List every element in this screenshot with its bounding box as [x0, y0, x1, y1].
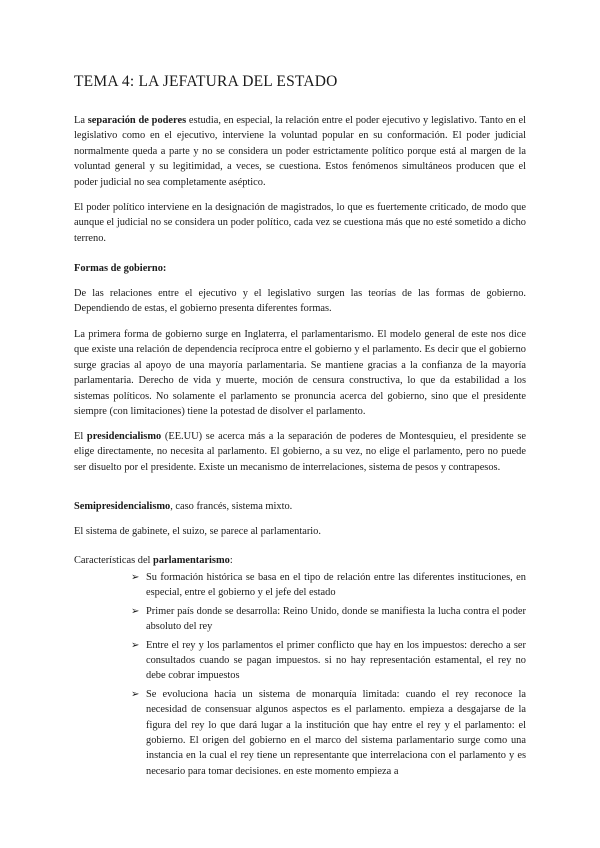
p5-text-rest: (EE.UU) se acerca más a la separación de poderes de Montesquieu, el presidente se elige directamente, no necesita al parlamento. El gobierno, a su vez, no elige el parlamento, pero no puede ser disuelto por el presidente. Existe un mecanismo de interrelaciones, sistema de pesos y contrapesos. [74, 431, 526, 473]
page-title: TEMA 4: LA JEFATURA DEL ESTADO [74, 73, 338, 90]
list-item [74, 687, 526, 779]
paragraph-parlamentarismo: La primera forma de gobierno surge en Inglaterra, el parlamentarismo. El modelo general de este nos dice que existe una relación de dependencia recíproca entre el gobierno y el parlamento. Es decir que el gobierno surge gracias al apoyo de una mayoría parlamentaria. Se mantiene gracias a la confianza de la mayoría parlamentaria. Derecho de vida y muerte, moción de censura constructiva, lo que da estabilidad a los sistemas políticos. No solamente el parlamento se pronuncia acerca del gobierno, sino que el presidente siempre (con limitaciones) tiene la potestad de disolver el parlamento. [74, 329, 526, 418]
list-item-text: Entre el rey y los parlamentos el primer conflicto que hay en los impuestos: derecho a ser consultados cuando se pagan impuestos. si no hay representación estamental, el rey no debe cobrar impuestos [146, 639, 526, 682]
list-item [74, 570, 526, 601]
paragraph-presidencialismo [74, 429, 526, 475]
list-item-text: Su formación histórica se basa en el tipo de relación entre las diferentes instituciones, en especial, entre el gobierno y el jefe del estado [146, 572, 526, 599]
p1-text-start: La [74, 115, 88, 126]
arrow-bullet-icon: ➢ [131, 688, 140, 700]
p6-text-rest: , caso francés, sistema mixto. [170, 501, 293, 512]
p1-text-rest: estudia, en especial, la relación entre el poder ejecutivo y legislativo. Tanto en el legislativo como en el ejecutivo, interviene la voluntad popular en su conformación. El poder judicial normalmente queda a parte y no se considera un poder estrictamente político porque está al margen de la voluntad general y su legitimidad, a veces, se cuestiona. Estos fenómenos simultáneos producen que el poder judicial no sea completamente aséptico. [74, 115, 526, 188]
paragraph-gabinete: El sistema de gabinete, el suizo, se parece al parlamentario. [74, 526, 321, 537]
list-item-text: Se evoluciona hacia un sistema de monarquía limitada: cuando el rey reconoce la necesidad de consensuar algunos aspectos es el parlamento. empieza a desgajarse de la figura del rey lo que dará lugar a la institución que hay entre el rey y el parlamento: el gobierno. El origen del gobierno en el marco del sistema parlamentario surge como una instancia en la cual el rey tiene un representante que interrelaciona con el parlamento y es necesario para tomar decisiones. en este momento empieza a [146, 688, 526, 777]
p8-text-rest: : [229, 555, 233, 566]
list-item [74, 604, 526, 635]
arrow-bullet-icon: ➢ [131, 572, 140, 583]
paragraph-teorias: De las relaciones entre el ejecutivo y el legislativo surgen las teorías de las formas de gobierno. Dependiendo de estas, el gobierno presenta diferentes formas. [74, 288, 526, 315]
paragraph-caracteristicas [74, 553, 526, 568]
paragraph-poder-politico: El poder político interviene en la designación de magistrados, lo que es fuertemente criticado, de modo que aunque el judicial no se considera un poder político, cada vez se cuestiona más que no esté sometido a dicho terreno. [74, 202, 526, 244]
p1-bold-term: separación de poderes [87, 115, 187, 126]
caracteristicas-list [74, 570, 526, 782]
list-item-text: Primer país donde se desarrolla: Reino Unido, donde se manifiesta la lucha contra el poder absoluto del rey [146, 605, 526, 633]
p6-bold-term: Semipresidencialismo [74, 501, 171, 512]
p5-text-start: El [74, 431, 87, 442]
list-item [74, 638, 526, 684]
p5-bold-term: presidencialismo [86, 431, 162, 442]
paragraph-separacion-poderes [74, 113, 526, 190]
p8-text-start: Características del [74, 555, 154, 566]
heading-formas-gobierno: Formas de gobierno: [74, 263, 167, 274]
arrow-bullet-icon: ➢ [131, 639, 140, 651]
p8-bold-term: parlamentarismo [153, 555, 230, 566]
paragraph-semipresidencialismo [74, 499, 526, 514]
arrow-bullet-icon: ➢ [131, 605, 140, 617]
